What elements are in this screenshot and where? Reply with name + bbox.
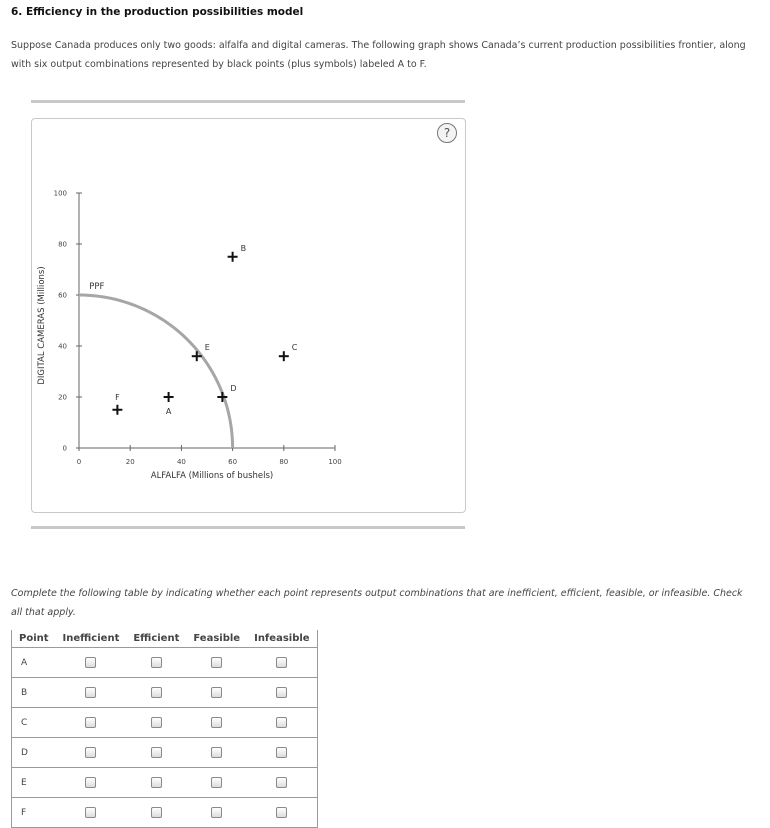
row-point-label: D: [12, 738, 56, 768]
checkbox-c-efficient[interactable]: [151, 717, 162, 728]
ppf-label: PPF: [89, 282, 105, 292]
y-tick-label: 60: [58, 291, 67, 300]
x-axis-label: ALFALFA (Millions of bushels): [150, 471, 274, 481]
point-label: D: [230, 384, 237, 393]
point-a: [164, 392, 174, 416]
checkbox-b-inefficient[interactable]: [85, 687, 96, 698]
checkbox-a-efficient[interactable]: [151, 657, 162, 668]
help-icon[interactable]: ?: [437, 123, 457, 143]
point-label: B: [240, 243, 247, 253]
checkbox-f-feasible[interactable]: [211, 807, 222, 818]
row-point-label: B: [12, 678, 56, 708]
table-row: [12, 768, 318, 798]
checkbox-d-efficient[interactable]: [151, 747, 162, 758]
checkbox-a-inefficient[interactable]: [85, 657, 96, 668]
header-efficient: Efficient: [126, 630, 186, 648]
point-label: C: [291, 343, 298, 353]
checkbox-e-inefficient[interactable]: [85, 777, 96, 788]
point-label: E: [204, 343, 210, 353]
y-tick-label: 0: [62, 444, 67, 453]
table-instructions: Complete the following table by indicating whether each point represents output combinations that are inefficient, efficient, feasible, or infeasible. Check all that apply.: [11, 588, 743, 618]
table-row: [12, 798, 318, 828]
row-point-label: A: [12, 648, 56, 678]
checkbox-f-infeasible[interactable]: [276, 807, 287, 818]
checkbox-f-inefficient[interactable]: [85, 807, 96, 818]
checkbox-f-efficient[interactable]: [151, 807, 162, 818]
checkbox-b-feasible[interactable]: [211, 687, 222, 698]
header-infeasible: Infeasible: [247, 630, 317, 648]
header-inefficient: Inefficient: [56, 630, 127, 648]
point-c: [279, 343, 298, 361]
checkbox-d-feasible[interactable]: [211, 747, 222, 758]
checkbox-b-efficient[interactable]: [151, 687, 162, 698]
checkbox-c-inefficient[interactable]: [85, 717, 96, 728]
question-intro: Suppose Canada produces only two goods: alfalfa and digital cameras. The following graph shows Canada’s current production possibilities frontier, along with six output combinations represented by black points (plus symbols) labeled A to F.: [11, 40, 746, 70]
header-feasible: Feasible: [186, 630, 247, 648]
table-row: [12, 678, 318, 708]
row-point-label: E: [12, 768, 56, 798]
checkbox-a-feasible[interactable]: [211, 657, 222, 668]
checkbox-b-infeasible[interactable]: [276, 687, 287, 698]
table-row: [12, 738, 318, 768]
y-tick-label: 80: [58, 240, 67, 249]
checkbox-e-efficient[interactable]: [151, 777, 162, 788]
x-tick-label: 100: [328, 458, 342, 466]
checkbox-c-feasible[interactable]: [211, 717, 222, 728]
table-header-row: [12, 630, 318, 648]
table-row: [12, 648, 318, 678]
y-tick-label: 40: [58, 342, 67, 351]
bottom-divider: [31, 526, 465, 529]
y-axis-label: DIGITAL CAMERAS (Millions): [37, 266, 47, 385]
y-tick-label: 20: [58, 393, 67, 402]
point-label: F: [115, 392, 120, 402]
table-row: [12, 708, 318, 738]
question-title: 6. Efficiency in the production possibilities model: [11, 6, 304, 18]
checkbox-e-feasible[interactable]: [211, 777, 222, 788]
checkbox-d-infeasible[interactable]: [276, 747, 287, 758]
x-tick-label: 60: [228, 458, 238, 466]
y-tick-label: 100: [53, 189, 67, 198]
checkbox-e-infeasible[interactable]: [276, 777, 287, 788]
row-point-label: C: [12, 708, 56, 738]
x-tick-label: 20: [125, 458, 135, 466]
row-point-label: F: [12, 798, 56, 828]
point-label: A: [165, 407, 172, 416]
header-point: Point: [12, 630, 56, 648]
checkbox-c-infeasible[interactable]: [276, 717, 287, 728]
checkbox-a-infeasible[interactable]: [276, 657, 287, 668]
classification-table: [11, 630, 318, 828]
x-tick-label: 80: [279, 458, 289, 466]
x-tick-label: 0: [76, 458, 82, 466]
point-b: [228, 244, 247, 262]
ppf-curve: [79, 295, 233, 448]
point-f: [112, 393, 122, 415]
checkbox-d-inefficient[interactable]: [85, 747, 96, 758]
x-tick-label: 40: [176, 458, 186, 466]
